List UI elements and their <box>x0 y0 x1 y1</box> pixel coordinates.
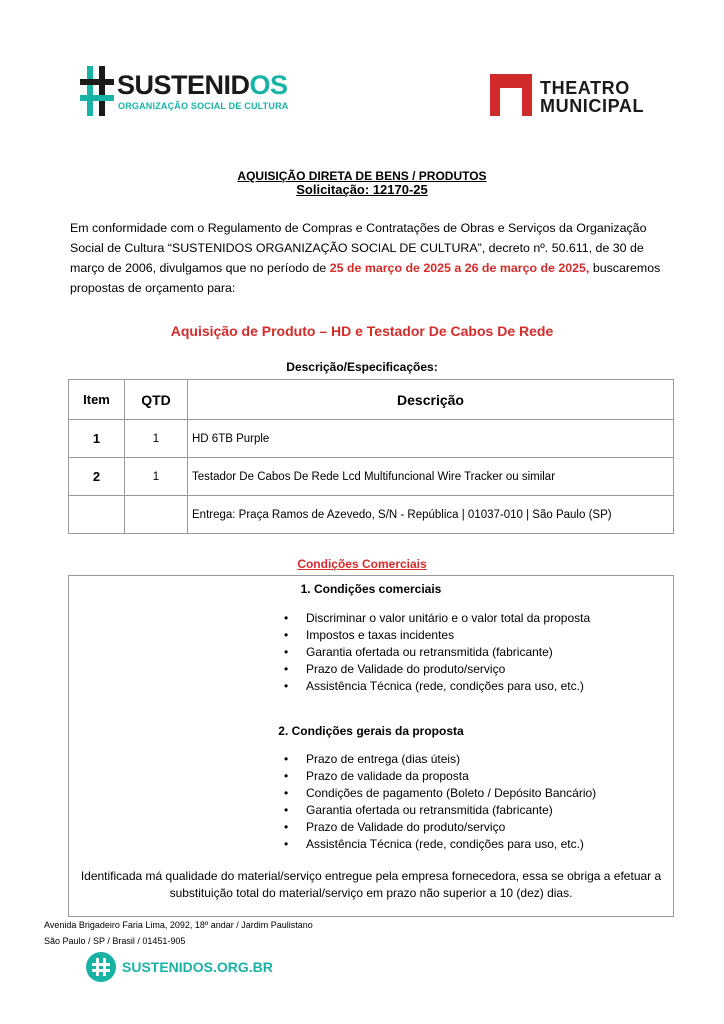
list-item: • Prazo de validade da proposta <box>284 768 596 785</box>
conditions-box <box>68 575 674 917</box>
list-item: • Discriminar o valor unitário e o valor total da proposta <box>284 610 590 627</box>
intro-dates: 25 de março de 2025 a 26 de março de 2025, <box>329 261 590 275</box>
list-item: • Prazo de Validade do produto/serviço <box>284 661 590 678</box>
hash-icon <box>80 66 114 116</box>
theatro-line1: THEATRO <box>540 78 630 98</box>
list-item: • Assistência Técnica (rede, condições para uso, etc.) <box>284 678 590 695</box>
hash-circle-icon <box>86 952 116 982</box>
theatro-municipal-logo <box>490 72 660 118</box>
document-title: AQUISIÇÃO DIRETA DE BENS / PRODUTOS <box>237 169 487 183</box>
list-item: • Impostos e taxas incidentes <box>284 627 590 644</box>
section2-list <box>284 751 596 853</box>
address-line1: Avenida Brigadeiro Faria Lima, 2092, 18º andar / Jardim Paulistano <box>44 920 313 930</box>
list-item: • Assistência Técnica (rede, condições para uso, etc.) <box>284 836 596 853</box>
table-row <box>69 420 674 458</box>
conditions-title: Condições Comerciais <box>297 557 427 571</box>
table-row <box>69 496 674 534</box>
description-label: Descrição/Especificações: <box>286 360 438 374</box>
list-item: • Prazo de Validade do produto/serviço <box>284 819 596 836</box>
header-qtd: QTD <box>125 380 188 420</box>
cell-item: 1 <box>69 420 125 458</box>
items-table <box>68 379 674 534</box>
product-title: Aquisição de Produto – HD e Testador De Cabos De Rede <box>170 323 554 339</box>
list-item: • Prazo de entrega (dias úteis) <box>284 751 596 768</box>
section2-title: 2. Condições gerais da proposta <box>278 724 464 738</box>
list-item: • Garantia ofertada ou retransmitida (fabricante) <box>284 644 590 661</box>
footer-url[interactable]: SUSTENIDOS.ORG.BR <box>122 959 273 975</box>
sustenidos-tagline: ORGANIZAÇÃO SOCIAL DE CULTURA <box>118 101 289 111</box>
list-item: • Garantia ofertada ou retransmitida (fabricante) <box>284 802 596 819</box>
header-item: Item <box>69 380 125 420</box>
cell-item <box>69 496 125 534</box>
footer-website[interactable] <box>86 952 286 984</box>
cell-description: HD 6TB Purple <box>188 420 674 458</box>
intro-paragraph: Em conformidade com o Regulamento de Compras e Contratações de Obras e Serviços da Organização Social de Cultura “SUSTENIDOS ORGANIZAÇÃO SOCIAL DE CULTURA”, decreto nº. 50.611, de 30 de março de 2006, divulgamos que no período de 25 de março de 2025 a 26 de março de 2025, buscaremos propostas de orçamento para: <box>70 221 661 295</box>
cell-qtd: 1 <box>125 420 188 458</box>
cell-description: Testador De Cabos De Rede Lcd Multifuncional Wire Tracker ou similar <box>188 458 674 496</box>
header-description: Descrição <box>188 380 674 420</box>
list-item: • Condições de pagamento (Boleto / Depósito Bancário) <box>284 785 596 802</box>
request-number: Solicitação: 12170-25 <box>296 182 428 197</box>
section1-title: 1. Condições comerciais <box>300 582 442 596</box>
sustenidos-wordmark: SUSTENIDOS <box>117 70 288 100</box>
sustenidos-logo <box>80 64 289 118</box>
table-row <box>69 458 674 496</box>
address-line2: São Paulo / SP / Brasil / 01451-905 <box>44 936 186 946</box>
theatro-line2: MUNICIPAL <box>540 96 645 116</box>
table-header-row <box>69 380 674 420</box>
closing-note: Identificada má qualidade do material/serviço entregue pela empresa fornecedora, essa se obriga a efetuar a substituição total do material/serviço em prazo não superior a 10 (dez) dias. <box>80 869 662 900</box>
cell-qtd <box>125 496 188 534</box>
cell-item: 2 <box>69 458 125 496</box>
theatro-arch-icon <box>490 74 532 116</box>
section1-list <box>284 610 590 695</box>
cell-qtd: 1 <box>125 458 188 496</box>
cell-description: Entrega: Praça Ramos de Azevedo, S/N - República | 01037-010 | São Paulo (SP) <box>188 496 674 534</box>
